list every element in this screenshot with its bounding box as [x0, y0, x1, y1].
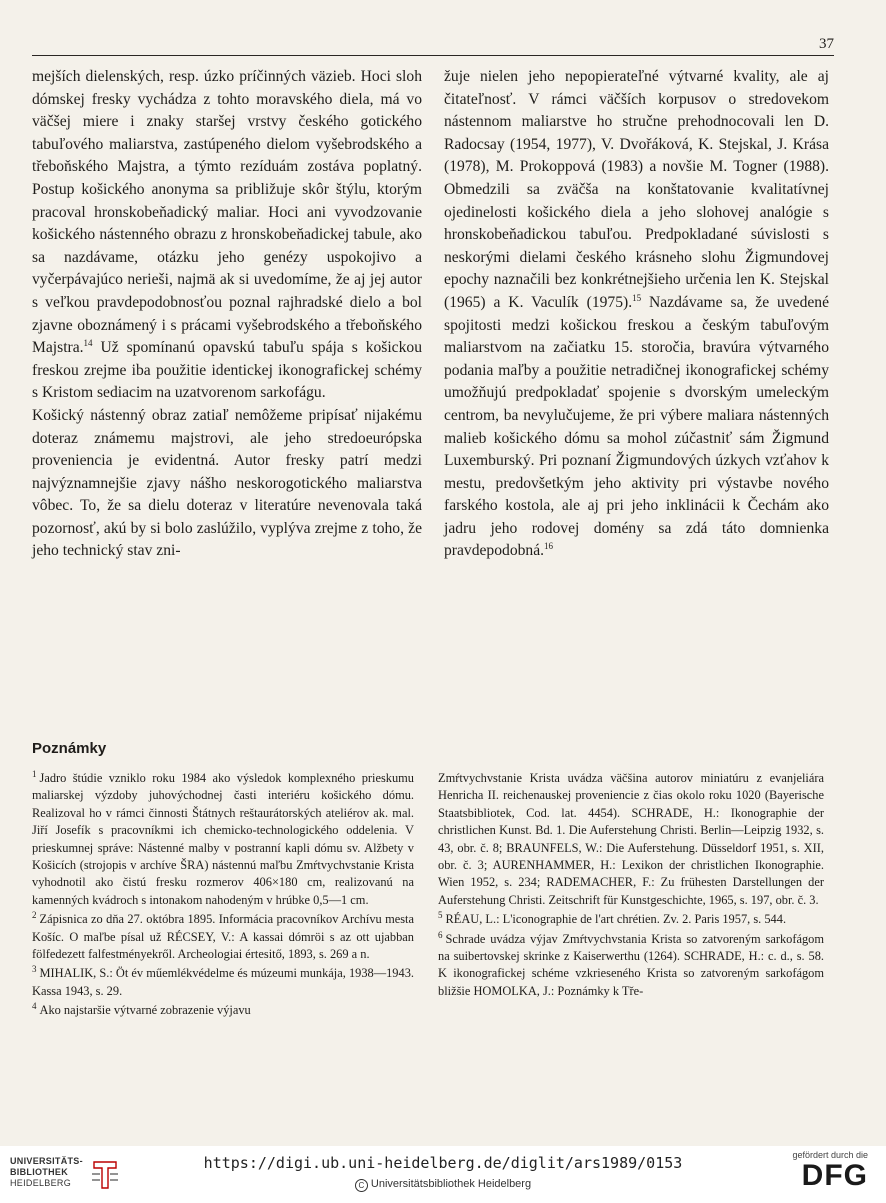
footnote-text: Ako najstaršie výtvarné zobrazenie výjavu — [39, 1003, 251, 1018]
dfg-logo: DFG — [801, 1159, 868, 1192]
footnote — [32, 1002, 414, 1019]
footnote — [32, 770, 414, 909]
footnote-number: 6 — [438, 929, 443, 940]
header-rule — [32, 55, 834, 56]
body-paragraph — [444, 66, 829, 563]
paragraph-text: mejších dielenských, resp. úzko príčinných väzieb. Hoci sloh dómskej fresky vychádza z tohto moravského diela, má vo väčšej miere i znaky staršej vrstvy českého gotického tabuľového maliarstva, zastúpeného dielom vyšebrodského a třeboňského Majstra, a týmto rezíduám zostáva poplatný. Postup košického anonyma sa približuje skôr štýlu, ktorým pracoval hronskobeňadický maliar. Hoci ani vyvodzovanie košického nástenného obrazu z hronskobeňadickej tabule, ako sa nazdávame, otázku jeho genézy uspokojivo a vyčerpávajúco nerieši, najmä ak si uvedomíme, že aj jej autor s veľkou pravdepodobnosťou poznal rajhradské dielo a bol zjavne oboznámený i s prácami vyšebrodského a třeboňského Majstra. — [32, 68, 422, 357]
footnote-number: 3 — [32, 964, 37, 975]
library-name-line: HEIDELBERG — [10, 1178, 72, 1188]
footnote — [438, 931, 824, 1001]
body-paragraph — [32, 66, 422, 405]
page-number: 37 — [819, 36, 834, 52]
paragraph-text: Už spomínanú opavskú tabuľu spája s košickou freskou zrejme iba použitie identickej ikonografickej schémy s Kristom sediacim na uzatvorenom sarkofágu. — [32, 339, 422, 402]
footnote-ref[interactable]: 16 — [544, 541, 554, 552]
footnote — [438, 911, 824, 928]
footnote-ref[interactable]: 15 — [632, 292, 642, 303]
copyright-icon: C — [355, 1179, 368, 1192]
paragraph-text: žuje nielen jeho nepopierateľné výtvarné kvality, ale aj čitateľnosť. V rámci väčších korpusov o stredovekom nástennom maliarstve ho stručne prehodnocovali len D. Radocsay (1954, 1977), V. Dvořáková, K. Stejskal, J. Krása (1978), M. Prokoppová (1983) a novšie M. Togner (1988). Obmedzili sa zväčša na konštatovanie kvalitatívnej ojedinelosti košického diela a jeho slohovej analógie s hronskobeňadickou tabuľou. Predpokladané súvislosti s neskorými dielami českého krásneho slohu Žigmundovej epochy naznačili bez konkrétnejšieho určenia len K. Stejskal (1965) a K. Vaculík (1975). — [444, 68, 829, 311]
footnote — [438, 770, 824, 909]
library-name-line: BIBLIOTHEK — [10, 1167, 68, 1177]
footnote-text: Schrade uvádza výjav Zmŕtvychvstania Krista so zatvoreným sarkofágom na suibertovskej skrinke z Kaiserwerthu (1264). SCHRADE, H.: c. d., s. 58. K ikonografickej schéme vzkrieseného Krista so zatvoreným sarkofágom bližšie HOMOLKA, J.: Poznámky k Tře- — [438, 931, 824, 998]
body-paragraph — [32, 405, 422, 563]
notes-title: Poznámky — [32, 740, 107, 757]
notes-right-column — [438, 770, 824, 1002]
footnote-number: 5 — [438, 910, 443, 921]
body-left-column — [32, 66, 422, 563]
viewer-footer — [0, 1146, 886, 1203]
body-right-column — [444, 66, 829, 563]
footnote-number: 1 — [32, 768, 37, 779]
footnote-text: Zápisnica zo dňa 27. októbra 1895. Informácia pracovníkov Archívu mesta Košíc. O maľbe písal už RÉCSEY, V.: A kassai dómröi s az ott ujabban fölfedezett falfestményekről. Archeologiai értesitő, 1893, s. 269 a n. — [32, 912, 414, 962]
notes-left-column — [32, 770, 414, 1022]
dfg-funding[interactable] — [788, 1150, 868, 1192]
footnote-text: Jadro štúdie vzniklo roku 1984 ako výsledok komplexného prieskumu maliarskej výzdoby juhovýchodnej časti interiéru košického dómu. Realizoval ho v rámci činnosti Štátnych reštaurátorských ateliérov ak. mal. Jiří Josefík s pracovníkmi ich chemicko-technologického oddelenia. V prieskumnej správe: Nástenné malby v postranní kapli dómu sv. Alžbety v Košicích (strojopis v archíve ŠRA) nástennú maľbu Zmŕtvychvstanie Krista vyhodnotil ako čistú fresku rozmerov 406×180 cm, realizovanú na kamenných kvádroch s intonakom nahodeným v hrúbke 0,5—1 cm. — [32, 771, 414, 907]
library-name-line: UNIVERSITÄTS- — [10, 1156, 83, 1166]
footnote-ref[interactable]: 14 — [83, 337, 93, 348]
footnote — [32, 911, 414, 963]
footnote-text: RÉAU, L.: L'iconographie de l'art chrétien. Zv. 2. Paris 1957, s. 544. — [445, 912, 787, 927]
funder-note: gefördert durch die — [792, 1150, 868, 1160]
footnote-text: MIHALIK, S.: Öt év műemlékvédelme és múzeumi munkája, 1938—1943. Kassa 1943, s. 29. — [32, 966, 414, 998]
paragraph-text: Nazdávame sa, že uvedené spojitosti medzi košickou freskou a českým tabuľovým maliarstvom na začiatku 15. storočia, bravúra výtvarného podania maľby a použitie netradičnej ikonografickej schémy umožňujú predpokladať spojenie s dvorským umeleckým centrom, ba nevylučujeme, že pri výbere maliara nástenných malieb košického dómu sa mohol zúčastniť sám Žigmund Luxemburský. Pri poznaní Žigmundových úzkych vzťahov k mestu, predovšetkým jeho aktivity pri výstavbe nového farského kostola, ale aj pri jeho inklinácii k Čechám ako jadru jeho rodovej domény sa zdá táto domnienka pravdepodobná. — [444, 293, 829, 560]
copyright-text: Universitätsbibliothek Heidelberg — [370, 1178, 532, 1190]
paragraph-text: Košický nástenný obraz zatiaľ nemôžeme pripísať nijakému doteraz známemu majstrovi, ale jeho stredoeurópska proveniencia je evidentná. Autor fresky patrí medzi najvýznamnejšie zjavy nášho neskorogotického maliarstva vôbec. To, že sa dielu doteraz v literatúre nevenovala taká pozornosť, akú by si bolo zaslúžilo, vyplýva zrejme z toho, že jeho technický stav zni- — [32, 406, 422, 560]
footnote — [32, 965, 414, 1000]
footnote-number: 2 — [32, 910, 37, 921]
footnote-text: Zmŕtvychvstanie Krista uvádza väčšina autorov miniatúru z evanjeliára Henricha II. reichenauskej proveniencie z čias okolo roku 1020 (Bayerische Staatsbibliotek, Cod. lat. 4454). SCHRADE, H.: Ikonographie der christlichen Kunst. Bd. 1. Die Auferstehung Christi. Berlin—Leipzig 1932, s. 43, obr. č. 8; BRAUNFELS, W.: Die Auferstehung. Düsseldorf 1951, s. XII, obr. č. 3; AURENHAMMER, H.: Lexikon der christlichen Ikonographie. Wien 1952, s. 234; RADEMACHER, F.: Zu frühesten Darstellungen der Auferstehung Christi. Zeitschrift für Kunstgeschichte, 1965, s. 197, obr. č. 3. — [438, 771, 824, 907]
digital-object-url[interactable]: https://digi.ub.uni-heidelberg.de/diglit/ars1989/0153 — [203, 1154, 683, 1172]
copyright-line — [0, 1178, 886, 1192]
footnote-number: 4 — [32, 1001, 37, 1012]
